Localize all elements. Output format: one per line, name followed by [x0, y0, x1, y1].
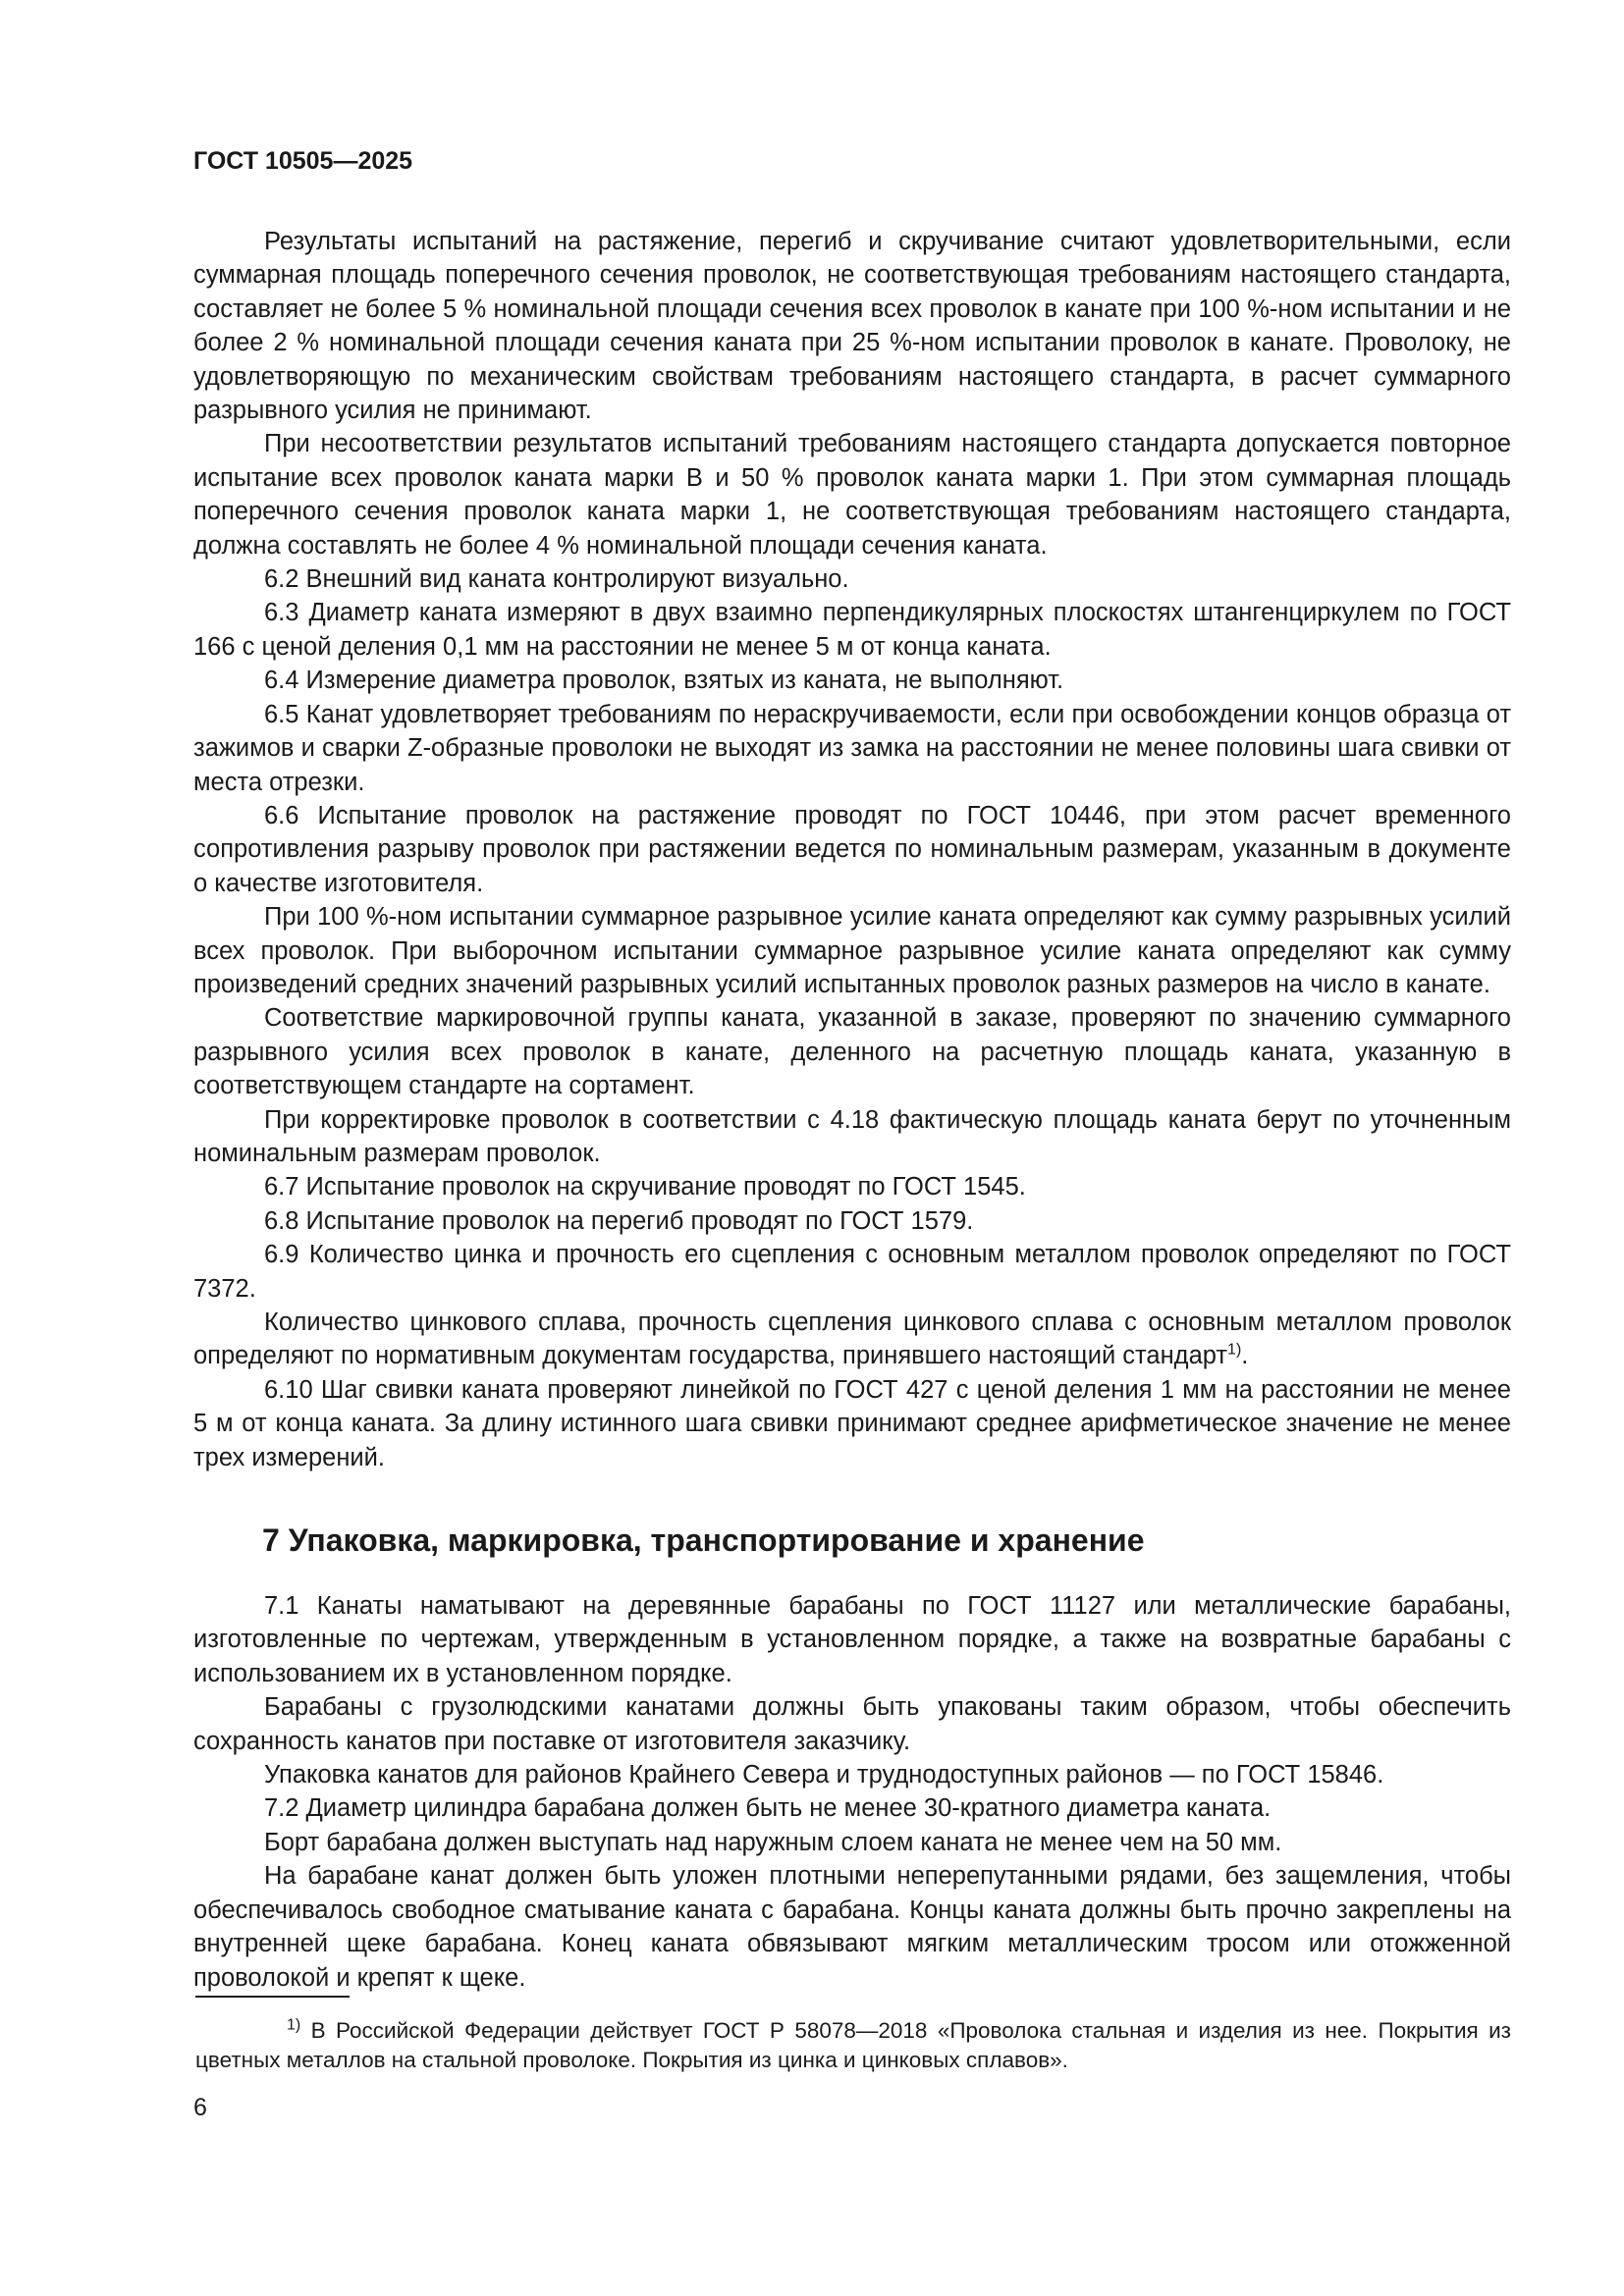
- paragraph: Упаковка канатов для районов Крайнего Севера и труднодоступных районов — по ГОСТ 15846.: [264, 1761, 1384, 1789]
- document-header: ГОСТ 10505—2025: [193, 147, 413, 175]
- footnote-reference[interactable]: 1): [1227, 1341, 1242, 1359]
- paragraph: Результаты испытаний на растяжение, перегиб и скручивание считают удовлетворительными, если суммарная площадь поперечного сечения проволок, не соответствующая требованиям настоящего стандарта, составляет не более 5 % номинальной площади сечения всех проволок в канате при 100 %-ном испытании и не более 2 % номинальной площади сечения каната при 25 %-ном испытании проволок в канате. Проволоку, не удовлетворяющую по механическим свойствам требованиям настоящего стандарта, в расчет суммарного разрывного усилия не принимают.: [193, 228, 1511, 425]
- paragraph: 7.1 Канаты наматывают на деревянные барабаны по ГОСТ 11127 или металлические барабаны, изготовленные по чертежам, утвержденным в установленном порядке, а также на возвратные барабаны с использованием их в установленном порядке.: [193, 1592, 1511, 1687]
- paragraph: 6.9 Количество цинка и прочность его сцепления с основным металлом проволок определяют по ГОСТ 7372.: [193, 1241, 1511, 1303]
- footnote-marker: 1): [287, 2016, 301, 2034]
- footnote: [195, 2016, 1511, 2074]
- paragraph: 6.10 Шаг свивки каната проверяют линейкой по ГОСТ 427 с ценой деления 1 мм на расстоянии не менее 5 м от конца каната. За длину истинного шага свивки принимают среднее арифметическое значение не менее трех измерений.: [193, 1375, 1511, 1471]
- paragraph: Количество цинкового сплава, прочность сцепления цинкового сплава с основным металлом проволок определяют по нормативным документам государства, принявшего настоящий стандарт$^{1)}$.: [193, 1308, 1511, 1370]
- paragraph-text: Количество цинкового сплава, прочность сцепления цинкового сплава с основным металлом проволок определяют по нормативным документам государства, принявшего настоящий стандарт: [193, 1308, 1511, 1370]
- paragraph: 6.6 Испытание проволок на растяжение проводят по ГОСТ 10446, при этом расчет временного сопротивления разрыву проволок при растяжении ведется по номинальным размерам, указанным в документе о качестве изготовителя.: [193, 801, 1511, 897]
- paragraph: Соответствие маркировочной группы каната, указанной в заказе, проверяют по значению суммарного разрывного усилия всех проволок в канате, деленного на расчетную площадь каната, указанную в соответствующем стандарте на сортамент.: [193, 1004, 1511, 1100]
- paragraph: При корректировке проволок в соответствии с 4.18 фактическую площадь каната берут по уточненным номинальным размерам проволок.: [193, 1105, 1511, 1167]
- paragraph: 7.2 Диаметр цилиндра барабана должен быть не менее 30-кратного диаметра каната.: [264, 1794, 1272, 1823]
- section-heading: 7 Упаковка, маркировка, транспортирование и хранение: [262, 1522, 1145, 1559]
- paragraph: При 100 %-ном испытании суммарное разрывное усилие каната определяют как сумму разрывных усилий всех проволок. При выборочном испытании суммарное разрывное усилие каната определяют как сумму произведений средних значений разрывных усилий испытанных проволок разных размеров на число в канате.: [193, 903, 1511, 998]
- footnote-divider: [195, 1996, 350, 1998]
- paragraph: На барабане канат должен быть уложен плотными неперепутанными рядами, без защемления, чтобы обеспечивалось свободное сматывание каната с барабана. Концы каната должны быть прочно закреплены на внутренней щеке барабана. Конец каната обвязывают мягким металлическим тросом или отожженной проволокой и крепят к щеке.: [193, 1862, 1511, 1992]
- footnote-text: В Российской Федерации действует ГОСТ Р 58078—2018 «Проволока стальная и изделия из нее. Покрытия из цветных металлов на стальной проволоке. Покрытия из цинка и цинковых сплавов».: [195, 2018, 1511, 2072]
- paragraph: Барабаны с грузолюдскими канатами должны быть упакованы таким образом, чтобы обеспечить сохранность канатов при поставке от изготовителя заказчику.: [193, 1693, 1511, 1755]
- paragraph: Борт барабана должен выступать над наружным слоем каната не менее чем на 50 мм.: [264, 1828, 1282, 1856]
- paragraph: При несоответствии результатов испытаний требованиям настоящего стандарта допускается повторное испытание всех проволок каната марки В и 50 % проволок каната марки 1. При этом суммарная площадь поперечного сечения проволок каната марки 1, не соответствующая требованиям настоящего стандарта, должна составлять не более 4 % номинальной площади сечения каната.: [193, 430, 1511, 560]
- paragraph: 6.7 Испытание проволок на скручивание проводят по ГОСТ 1545.: [264, 1173, 1026, 1201]
- document-body: [193, 225, 1511, 1995]
- paragraph: 6.8 Испытание проволок на перегиб проводят по ГОСТ 1579.: [264, 1206, 974, 1235]
- page-number: 6: [193, 2094, 207, 2121]
- paragraph: 6.4 Измерение диаметра проволок, взятых из каната, не выполняют.: [264, 667, 1064, 695]
- paragraph: 6.5 Канат удовлетворяет требованиям по нераскручиваемости, если при освобождении концов образца от зажимов и сварки Z-образные проволоки не выходят из замка на расстоянии не менее половины шага свивки от места отрезки.: [193, 700, 1511, 796]
- paragraph: 6.3 Диаметр каната измеряют в двух взаимно перпендикулярных плоскостях штангенциркулем по ГОСТ 166 с ценой деления 0,1 мм на расстоянии не менее 5 м от конца каната.: [193, 599, 1511, 661]
- paragraph: 6.2 Внешний вид каната контролируют визуально.: [264, 565, 849, 594]
